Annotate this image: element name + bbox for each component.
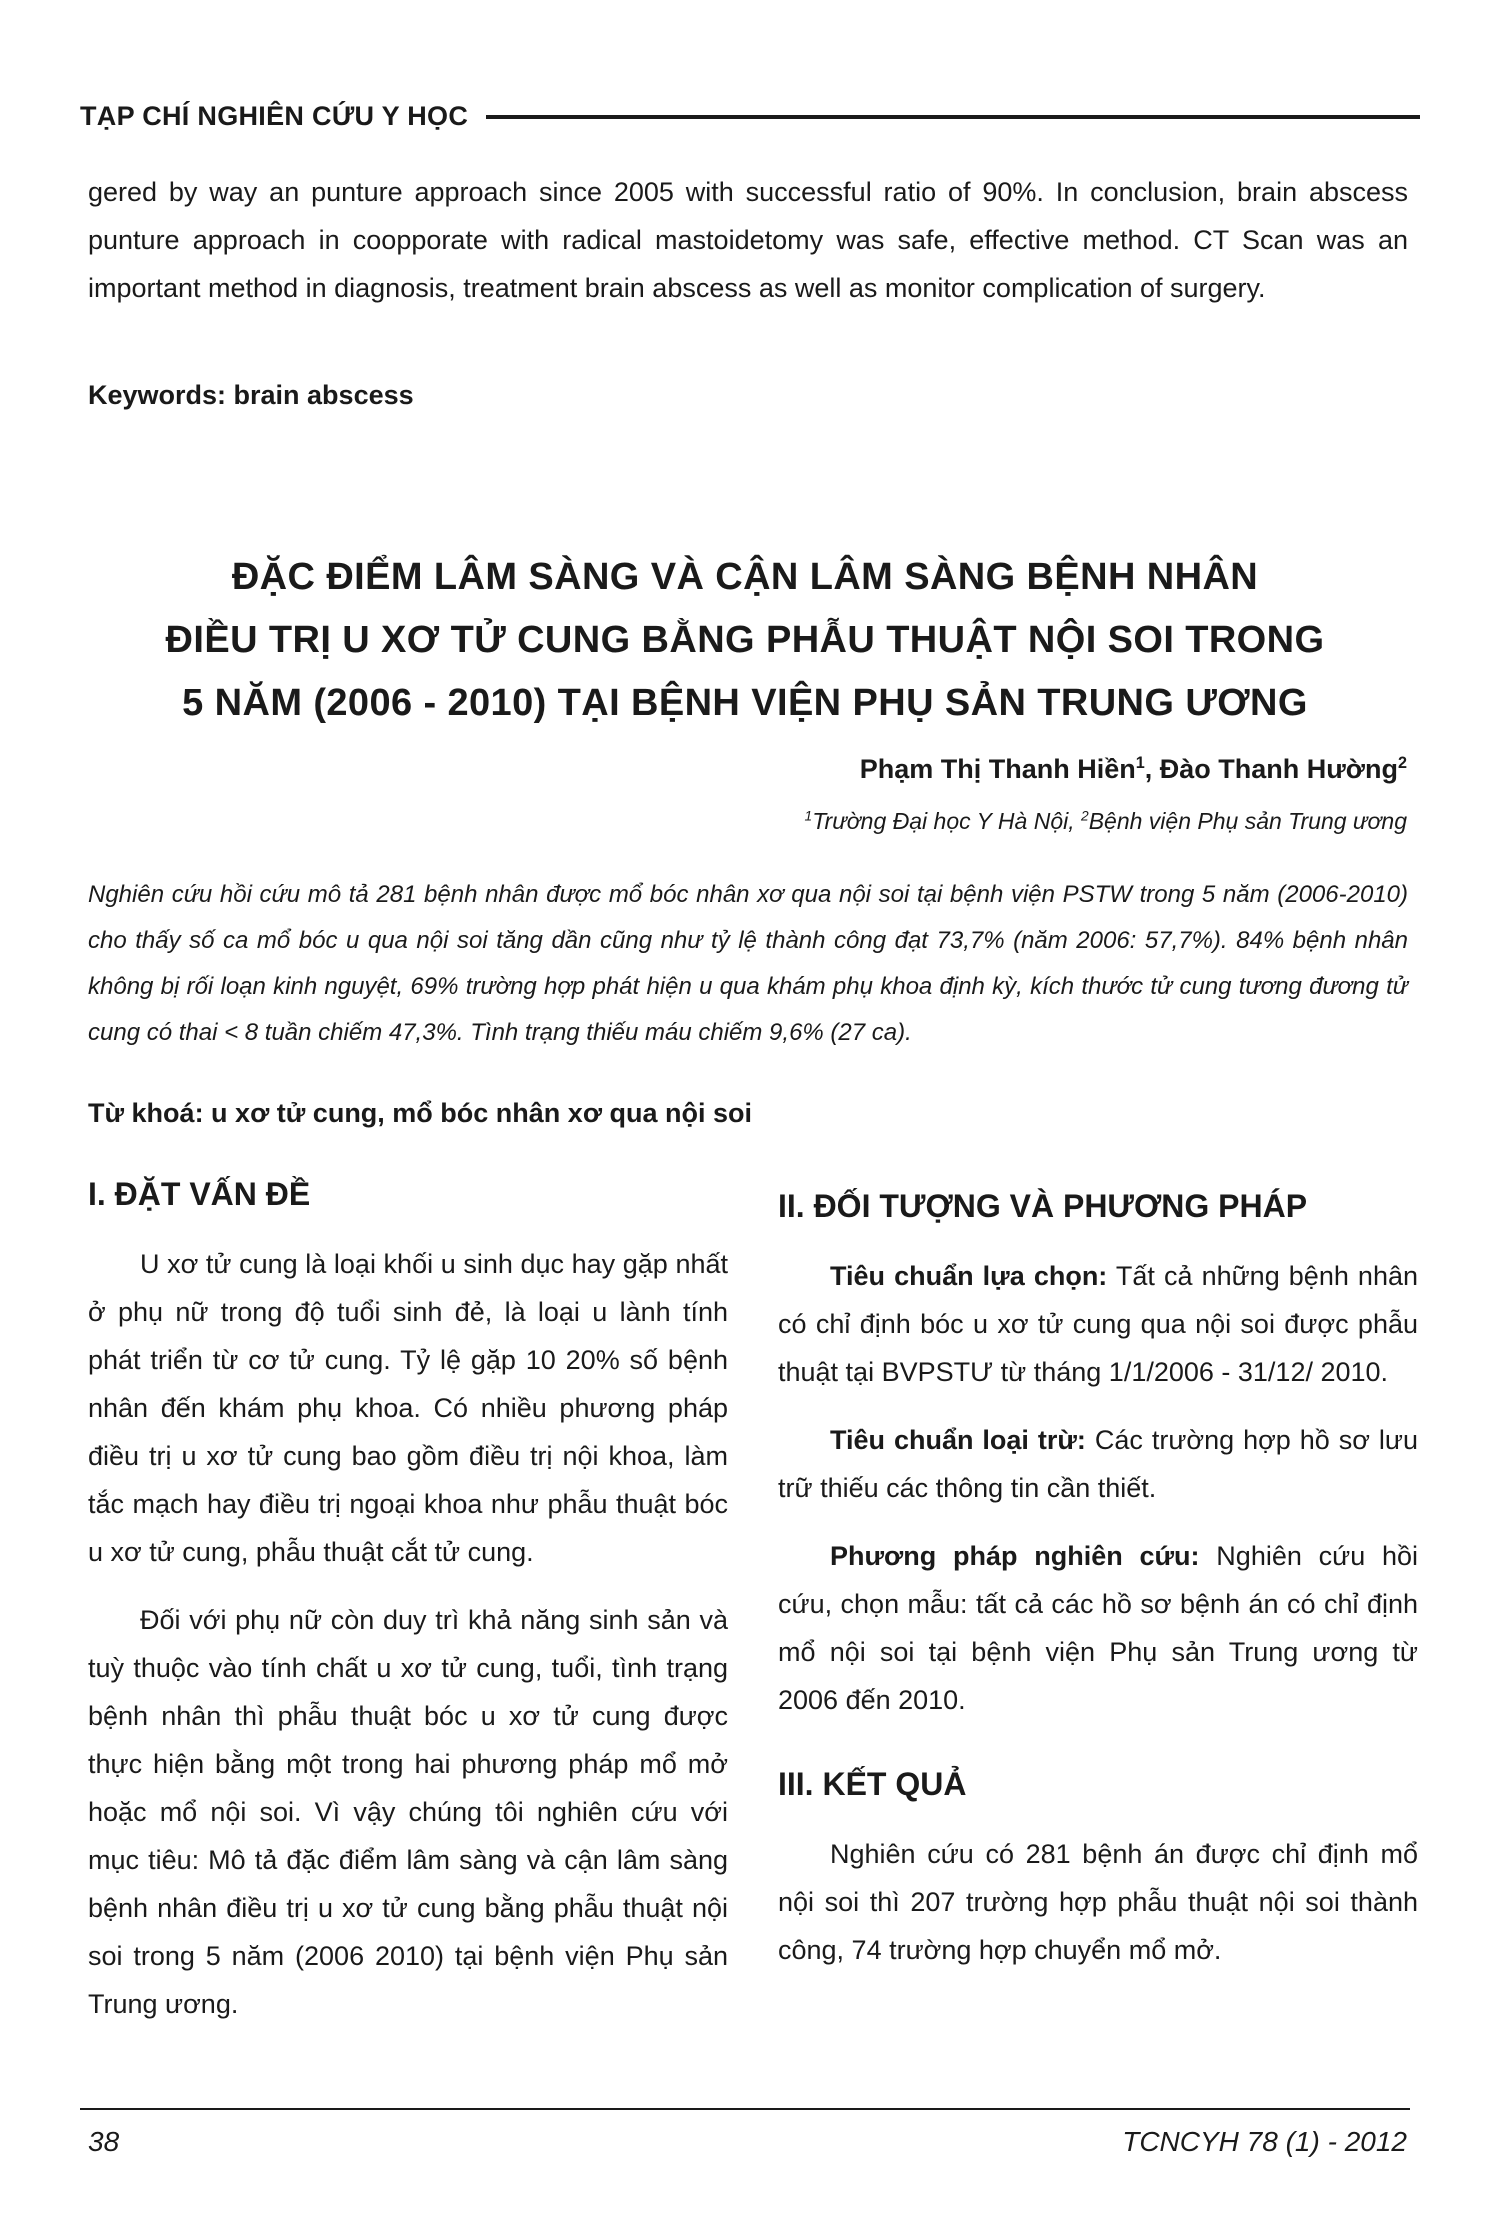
running-header <box>80 96 1420 136</box>
affiliation-2: Bệnh viện Phụ sản Trung ương <box>1088 808 1407 834</box>
header-rule <box>486 115 1420 119</box>
title-line-2: ĐIỀU TRỊ U XƠ TỬ CUNG BẰNG PHẪU THUẬT NỘI SOI TRONG <box>165 619 1325 661</box>
section-1-paragraph-2: Đối với phụ nữ còn duy trì khả năng sinh sản và tuỳ thuộc vào tính chất u xơ tử cung, tuổi, tình trạng bệnh nhân thì phẫu thuật bóc u xơ tử cung được thực hiện bằng một trong hai phương pháp mổ mở hoặc mổ nội soi. Vì vậy chúng tôi nghiên cứu với mục tiêu: Mô tả đặc điểm lâm sàng và cận lâm sàng bệnh nhân điều trị u xơ tử cung bằng phẫu thuật nội soi trong 5 năm (2006 2010) tại bệnh viện Phụ sản Trung ương. <box>88 1605 728 2019</box>
right-column <box>778 1170 1418 1994</box>
footer-rule <box>80 2108 1410 2110</box>
section-2-heading: II. ĐỐI TƯỢNG VÀ PHƯƠNG PHÁP <box>778 1188 1308 1224</box>
method-text: Nghiên cứu hồi cứu, chọn mẫu: tất cả các hồ sơ bệnh án có chỉ định mổ nội soi tại bệnh viện Phụ sản Trung ương từ 2006 đến 2010. <box>778 1541 1419 1715</box>
previous-abstract-tail: gered by way an punture approach since 2005 with successful ratio of 90%. In conclusion, brain abscess punture approach in coopporate with radical mastoidetomy was safe, effective method. CT Scan was an important method in diagnosis, treatment brain abscess as well as monitor complication of surgery. <box>88 177 1408 303</box>
author-1: Phạm Thị Thanh Hiền <box>859 754 1136 784</box>
affiliation-2-sup: 2 <box>1081 808 1089 824</box>
author-2: Đào Thanh Hường <box>1159 754 1398 784</box>
footer-journal-issue: TCNCYH 78 (1) - 2012 <box>1122 2126 1407 2157</box>
section-gap <box>778 1744 1418 1760</box>
article-title <box>120 546 1370 735</box>
exclusion-criteria-label: Tiêu chuẩn loại trừ: <box>830 1425 1086 1455</box>
section-1-paragraph-1: U xơ tử cung là loại khối u sinh dục hay gặp nhất ở phụ nữ trong độ tuổi sinh đẻ, là loại u lành tính phát triển từ cơ tử cung. Tỷ lệ gặp 10 20% số bệnh nhân đến khám phụ khoa. Có nhiều phương pháp điều trị u xơ tử cung bao gồm điều trị nội khoa, làm tắc mạch hay điều trị ngoại khoa như phẫu thuật bóc u xơ tử cung, phẫu thuật cắt tử cung. <box>88 1249 728 1567</box>
article-abstract: Nghiên cứu hồi cứu mô tả 281 bệnh nhân được mổ bóc nhân xơ qua nội soi tại bệnh viện PSTW trong 5 năm (2006-2010) cho thấy số ca mổ bóc u qua nội soi tăng dần cũng như tỷ lệ thành công đạt 73,7% (năm 2006: 57,7%). 84% bệnh nhân không bị rối loạn kinh nguyệt, 69% trường hợp phát hiện u qua khám phụ khoa định kỳ, kích thước tử cung tương đương tử cung có thai < 8 tuần chiếm 47,3%. Tình trạng thiếu máu chiếm 9,6% (27 ca). <box>88 881 1408 1046</box>
authors <box>860 754 1407 785</box>
section-3-heading: III. KẾT QUẢ <box>778 1766 967 1802</box>
title-line-1: ĐẶC ĐIỂM LÂM SÀNG VÀ CẬN LÂM SÀNG BỆNH NHÂN <box>231 556 1259 598</box>
selection-criteria-label: Tiêu chuẩn lựa chọn: <box>830 1261 1108 1291</box>
method-label: Phương pháp nghiên cứu: <box>830 1541 1200 1571</box>
author-2-sup: 2 <box>1397 754 1407 772</box>
author-separator: , <box>1144 754 1160 784</box>
affiliations <box>805 808 1408 835</box>
section-3-paragraph-1: Nghiên cứu có 281 bệnh án được chỉ định mổ nội soi thì 207 trường hợp phẫu thuật nội soi thành công, 74 trường hợp chuyển mổ mở. <box>778 1839 1418 1965</box>
left-column <box>88 1170 728 2048</box>
author-1-sup: 1 <box>1135 754 1145 772</box>
exclusion-criteria-text: Các trường hợp hồ sơ lưu trữ thiếu các thông tin cần thiết. <box>778 1425 1418 1503</box>
section-2-paragraph-1 <box>778 1252 1418 1396</box>
previous-keywords: Keywords: brain abscess <box>88 380 414 410</box>
page-number: 38 <box>88 2126 120 2157</box>
title-line-3: 5 NĂM (2006 - 2010) TẠI BỆNH VIỆN PHỤ SẢN TRUNG ƯƠNG <box>182 682 1308 724</box>
selection-criteria-text: Tất cả những bệnh nhân có chỉ định bóc u xơ tử cung qua nội soi được phẫu thuật tại BVPSTƯ từ tháng 1/1/2006 - 31/12/ 2010. <box>778 1261 1418 1387</box>
affiliation-1: Trường Đại học Y Hà Nội, <box>812 808 1081 834</box>
article-keywords: Từ khoá: u xơ tử cung, mổ bóc nhân xơ qua nội soi <box>88 1098 753 1128</box>
section-2-paragraph-2 <box>778 1416 1418 1512</box>
affiliation-1-sup: 1 <box>804 808 813 824</box>
section-2-paragraph-3 <box>778 1532 1418 1724</box>
section-1-heading: I. ĐẶT VẤN ĐỀ <box>88 1176 311 1212</box>
journal-name: TẠP CHÍ NGHIÊN CỨU Y HỌC <box>80 100 469 131</box>
